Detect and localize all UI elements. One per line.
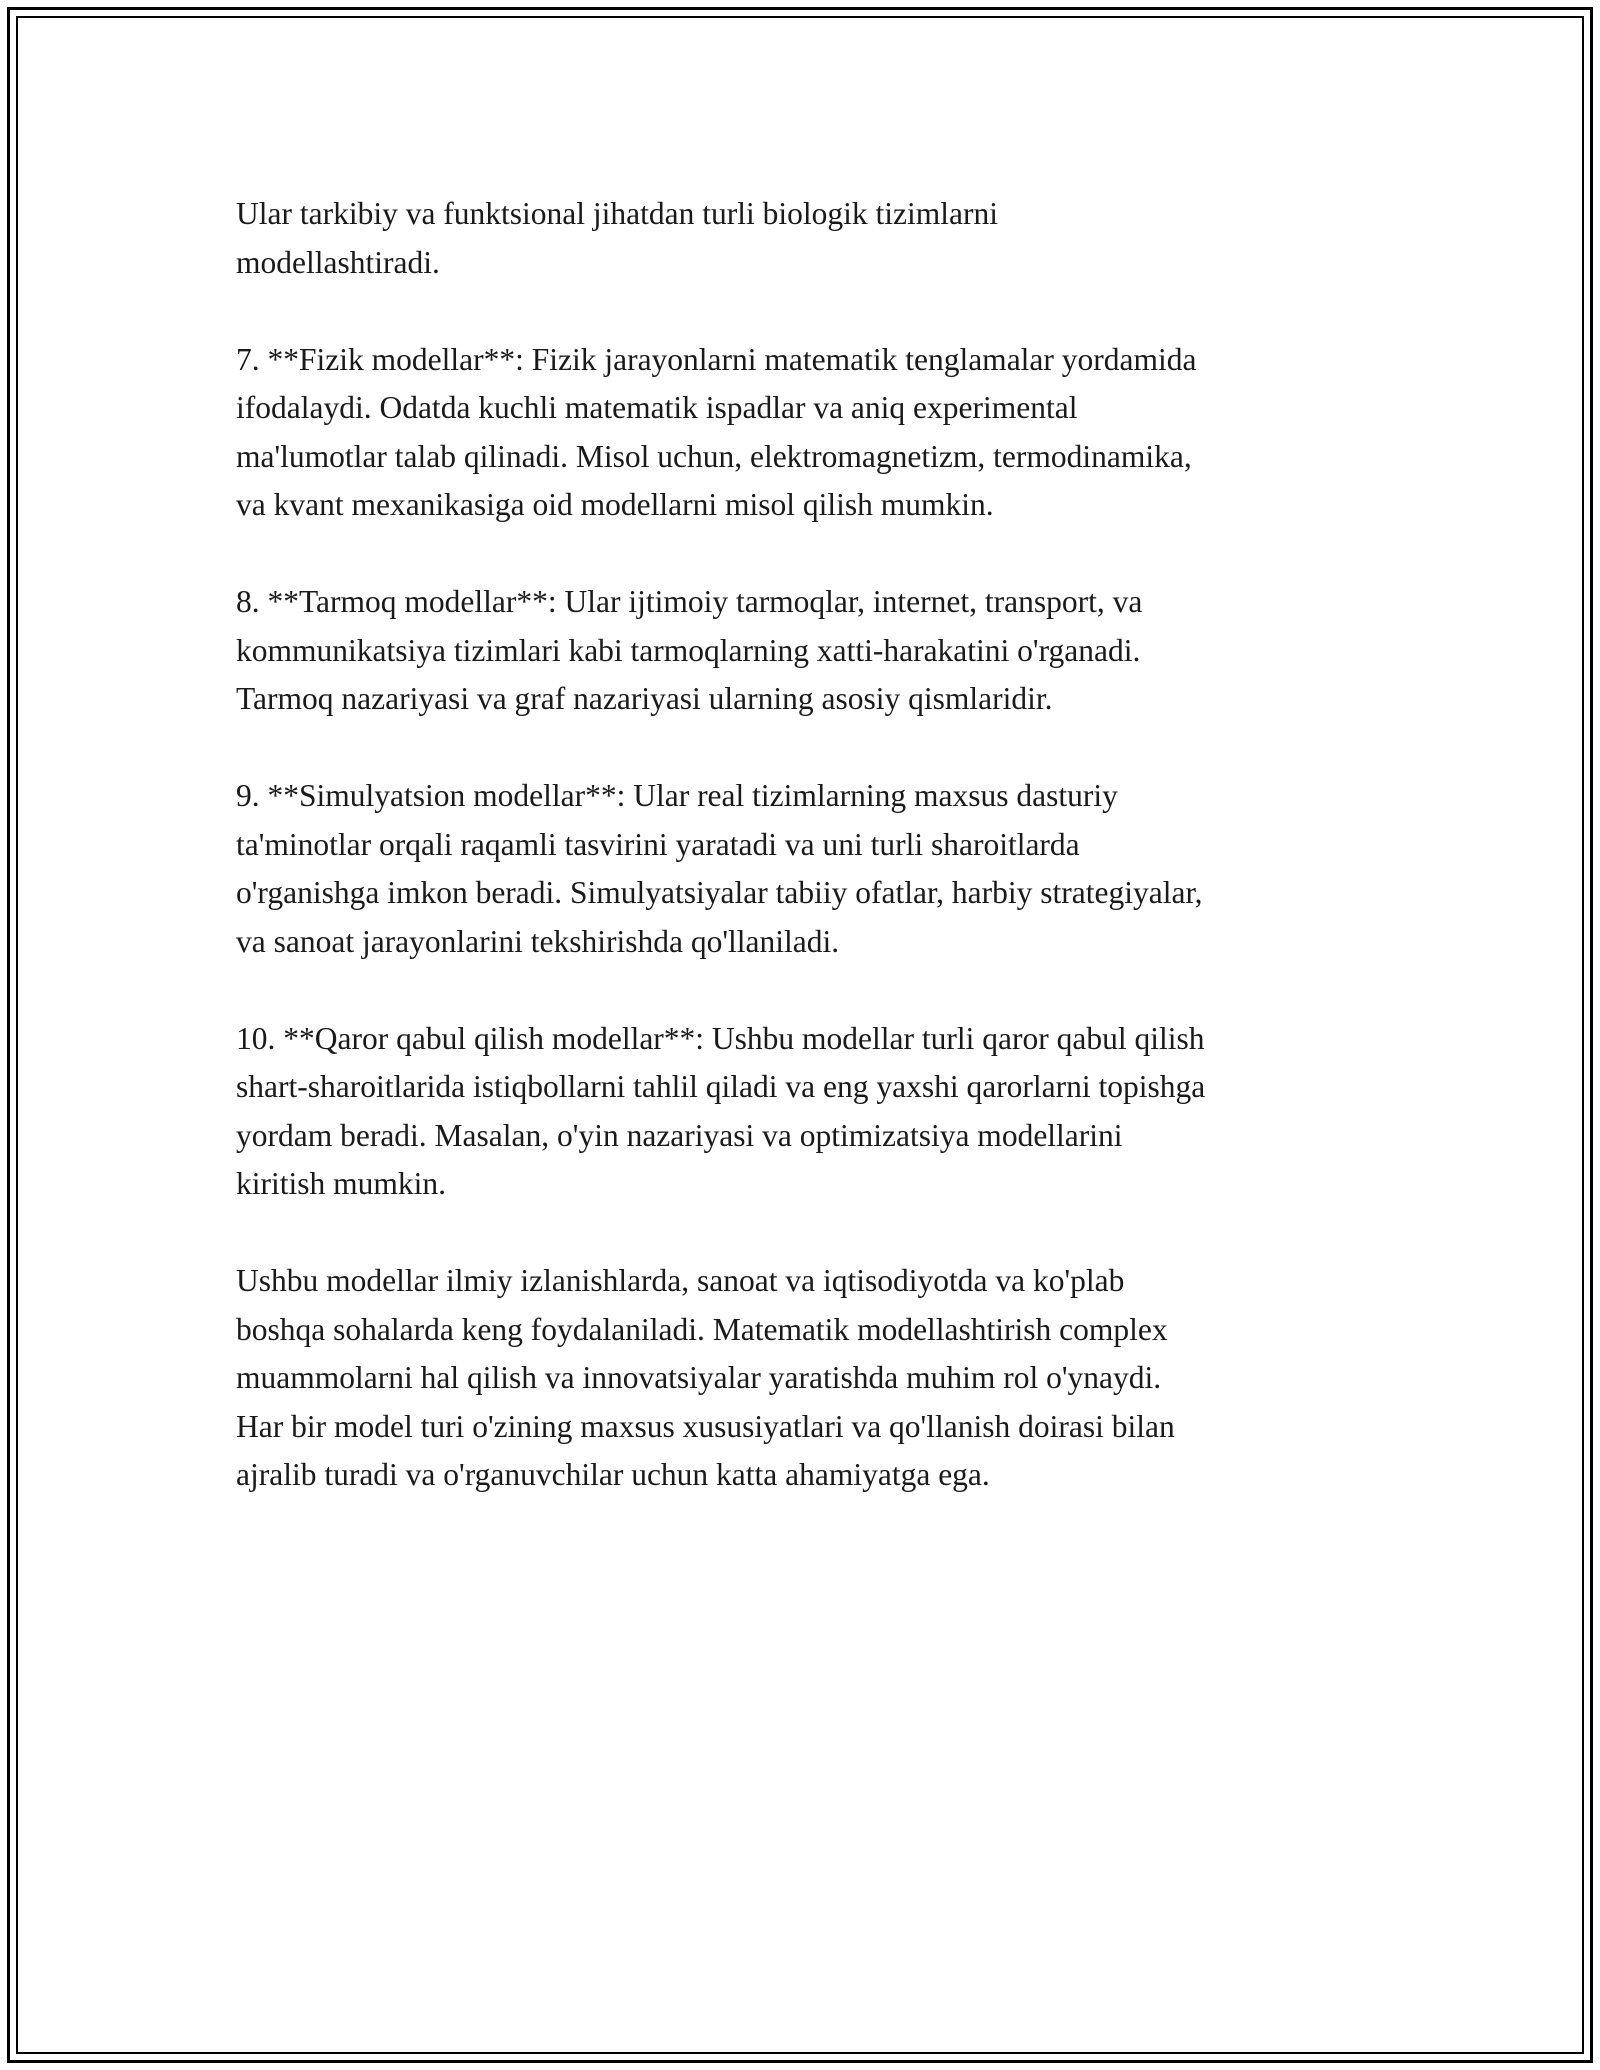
paragraph-network-models: 8. **Tarmoq modellar**: Ular ijtimoiy tarmoqlar, internet, transport, va kommunikatsiya tizimlari kabi tarmoqlarning xatti-harakatini o'rganadi. Tarmoq nazariyasi va graf nazariyasi ularning asosiy qismlaridir. [236, 584, 1143, 716]
paragraph-conclusion: Ushbu modellar ilmiy izlanishlarda, sanoat va iqtisodiyotda va ko'plab boshqa sohalarda keng foydalaniladi. Matematik modellashtirish complex muammolarni hal qilish va innovatsiyalar yaratishda muhim rol o'ynaydi. Har bir model turi o'zining maxsus xususiyatlari va qo'llanish doirasi bilan ajralib turadi va o'rganuvchilar uchun katta ahamiyatga ega. [236, 1263, 1175, 1492]
paragraph-biological-models-end: Ular tarkibiy va funktsional jihatdan turli biologik tizimlarni modellashtiradi. [236, 196, 998, 280]
paragraph-simulation-models: 9. **Simulyatsion modellar**: Ular real tizimlarning maxsus dasturiy ta'minotlar orqali raqamli tasvirini yaratadi va uni turli sharoitlarda o'rganishga imkon beradi. Simulyatsiyalar tabiiy ofatlar, harbiy strategiyalar, va sanoat jarayonlarini tekshirishda qo'llaniladi. [236, 778, 1203, 959]
paragraph-decision-models: 10. **Qaror qabul qilish modellar**: Ushbu modellar turli qaror qabul qilish shart-sharoitlarida istiqbollarni tahlil qiladi va eng yaxshi qarorlarni topishga yordam beradi. Masalan, o'yin nazariyasi va optimizatsiya modellarini kiritish mumkin. [236, 1020, 1206, 1201]
document-body [236, 190, 1376, 1548]
paragraph-physical-models: 7. **Fizik modellar**: Fizik jarayonlarni matematik tenglamalar yordamida ifodalaydi. Odatda kuchli matematik ispadlar va aniq experimental ma'lumotlar talab qilinadi. Misol uchun, elektromagnetizm, termodinamika, va kvant mexanikasiga oid modellarni misol qilish mumkin. [236, 341, 1197, 522]
